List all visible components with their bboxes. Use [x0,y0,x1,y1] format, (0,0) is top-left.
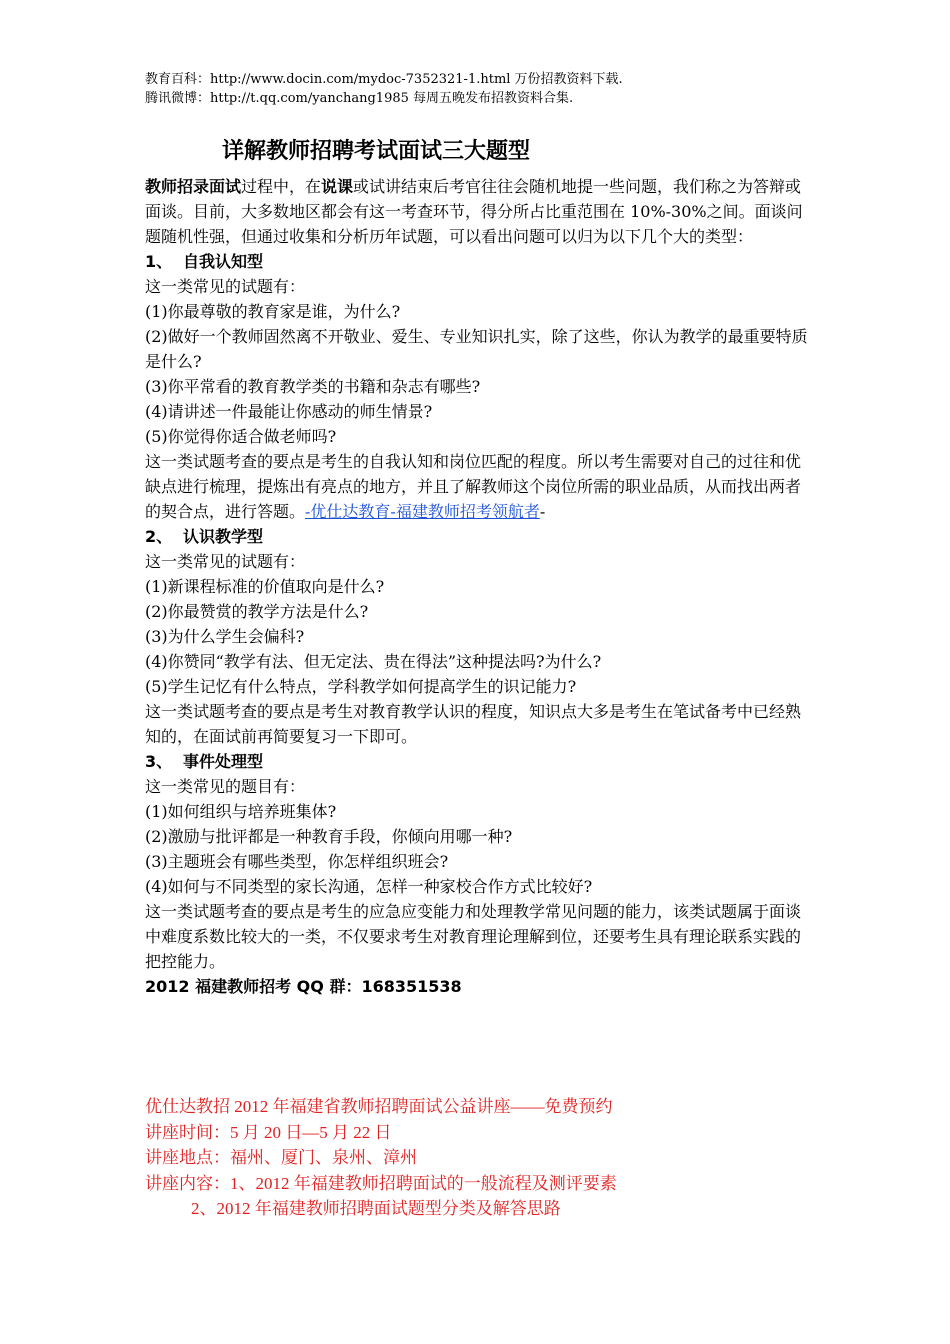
qq-group-line: 2012 福建教师招考 QQ 群：168351538 [145,977,462,996]
section-title: 事件处理型 [183,752,264,771]
intro-paragraph [145,174,810,249]
section-summary: 这一类试题考查的要点是考生的应急应变能力和处理教学常见问题的能力，该类试题属于面谈中难度系数比较大的一类，不仅要求考生对教育理论理解到位，还要考生具有理论联系实践的把控能力。 [145,902,802,971]
question-item: (2)你最赞赏的教学方法是什么? [145,602,369,621]
intro-bold-term-1: 教师招录面试 [145,177,242,196]
section-number: 2、 [145,527,173,546]
question-item: (4)请讲述一件最能让你感动的师生情景? [145,402,433,421]
question-item: (1)你最尊敬的教育家是谁，为什么? [145,302,401,321]
section-summary: 这一类试题考查的要点是考生对教育教学认识的程度，知识点大多是考生在笔试备考中已经熟知的，在面试前再简要复习一下即可。 [145,702,802,746]
promo-content-2: 2、2012 年福建教师招聘面试题型分类及解答思路 [191,1199,561,1218]
question-item: (3)主题班会有哪些类型，你怎样组织班会? [145,852,449,871]
intro-text-2: 或试讲结束后考官往往会随机地提一些问题，我们称之为答辩或面谈。目前，大多数地区都会有这一考查环节，得分所占比重范围在 10%-30%之间。面谈问题随机性强，但通过收集和分析历年试题，可以看出问题可以归为以下几个大的类型： [145,177,803,246]
question-item: (3)为什么学生会偏科? [145,627,305,646]
promo-block [145,1094,617,1222]
promo-time: 讲座时间：5 月 20 日—5 月 22 日 [145,1122,392,1142]
summary-text: 这一类试题考查的要点是考生的自我认知和岗位匹配的程度。所以考生需要对自己的过往和优缺点进行梳理，提炼出有亮点的地方，并且了解教师这个岗位所需的职业品质，从而找出两者的契合点，进行答题。 [145,452,802,521]
section-heading-3 [145,749,810,774]
section-summary [145,449,810,524]
question-item: (5)你觉得你适合做老师吗? [145,427,337,446]
link-prefix: - [305,502,311,521]
section-heading-2 [145,524,810,549]
article-body [145,174,810,999]
promo-content-1: 讲座内容：1、2012 年福建教师招聘面试的一般流程及测评要素 [145,1173,617,1193]
promo-title: 优仕达教招 2012 年福建省教师招聘面试公益讲座——免费预约 [145,1097,613,1116]
question-item: (4)你赞同“教学有法、但无定法、贵在得法”这种提法吗?为什么? [145,652,602,671]
section-heading-1 [145,249,810,274]
header-line-docin: 教育百科：http://www.docin.com/mydoc-7352321-1.html 万份招教资料下载. [145,72,623,87]
section-number: 3、 [145,752,173,771]
section-title: 认识教学型 [183,527,264,546]
question-item: (3)你平常看的教育教学类的书籍和杂志有哪些? [145,377,481,396]
link-text: 优仕达教育-福建教师招考领航者 [310,502,540,521]
section-lead: 这一类常见的题目有： [145,777,306,796]
question-item: (1)新课程标准的价值取向是什么? [145,577,385,596]
header-line-weibo: 腾讯微博：http://t.qq.com/yanchang1985 每周五晚发布招教资料合集. [145,91,574,106]
question-item: (2)激励与批评都是一种教育手段，你倾向用哪一种? [145,827,513,846]
question-item: (2)做好一个教师固然离不开敬业、爱生、专业知识扎实，除了这些，你认为教学的最重要特质是什么? [145,327,808,371]
intro-bold-term-2: 说课 [321,177,354,196]
question-item: (4)如何与不同类型的家长沟通，怎样一种家校合作方式比较好? [145,877,593,896]
page-title: 详解教师招聘考试面试三大题型 [222,139,531,164]
section-lead: 这一类常见的试题有： [145,552,306,571]
intro-text-1: 过程中，在 [241,177,322,196]
promo-location: 讲座地点：福州、厦门、泉州、漳州 [145,1148,417,1167]
link-suffix: - [539,502,546,521]
question-item: (1)如何组织与培养班集体? [145,802,337,821]
section-lead: 这一类常见的试题有： [145,277,306,296]
section-number: 1、 [145,252,173,271]
promo-link[interactable] [305,502,540,521]
section-title: 自我认知型 [183,252,264,271]
question-item: (5)学生记忆有什么特点，学科教学如何提高学生的识记能力? [145,677,577,696]
